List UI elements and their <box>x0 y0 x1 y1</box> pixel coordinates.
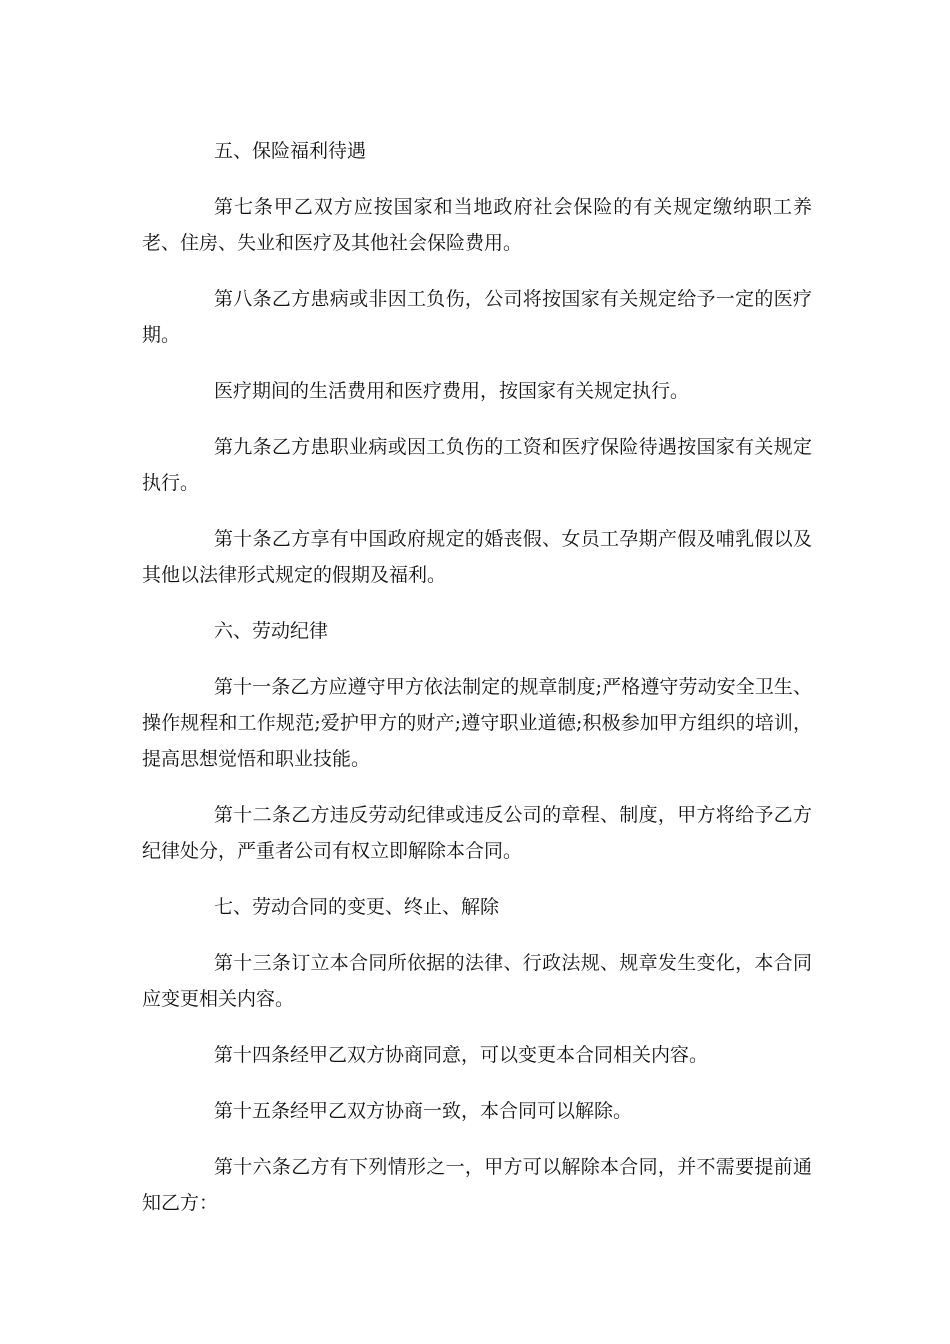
section-heading-insurance: 五、保险福利待遇 <box>214 140 367 162</box>
article-10: 第十条乙方享有中国政府规定的婚丧假、女员工孕期产假及哺乳假以及其他以法律形式规定的假期及福利。 <box>142 528 812 586</box>
article-14: 第十四条经甲乙双方协商同意，可以变更本合同相关内容。 <box>214 1044 709 1066</box>
article-12: 第十二条乙方违反劳动纪律或违反公司的章程、制度，甲方将给予乙方纪律处分，严重者公司有权立即解除本合同。 <box>142 804 812 862</box>
document-body <box>142 133 812 1241</box>
article-11: 第十一条乙方应遵守甲方依法制定的规章制度;严格遵守劳动安全卫生、操作规程和工作规范;爱护甲方的财产;遵守职业道德;积极参加甲方组织的培训，提高思想觉悟和职业技能。 <box>142 676 812 770</box>
article-13: 第十三条订立本合同所依据的法律、行政法规、规章发生变化，本合同应变更相关内容。 <box>142 952 812 1010</box>
article-8: 第八条乙方患病或非因工负伤，公司将按国家有关规定给予一定的医疗期。 <box>142 288 812 346</box>
article-7: 第七条甲乙双方应按国家和当地政府社会保险的有关规定缴纳职工养老、住房、失业和医疗及其他社会保险费用。 <box>142 196 812 254</box>
section-heading-discipline: 六、劳动纪律 <box>214 620 329 642</box>
article-16: 第十六条乙方有下列情形之一，甲方可以解除本合同，并不需要提前通知乙方： <box>142 1156 812 1214</box>
article-15: 第十五条经甲乙双方协商一致，本合同可以解除。 <box>214 1100 633 1122</box>
medical-period-note: 医疗期间的生活费用和医疗费用，按国家有关规定执行。 <box>214 380 690 402</box>
article-9: 第九条乙方患职业病或因工负伤的工资和医疗保险待遇按国家有关规定执行。 <box>142 436 812 494</box>
section-heading-contract-changes: 七、劳动合同的变更、终止、解除 <box>214 896 500 918</box>
